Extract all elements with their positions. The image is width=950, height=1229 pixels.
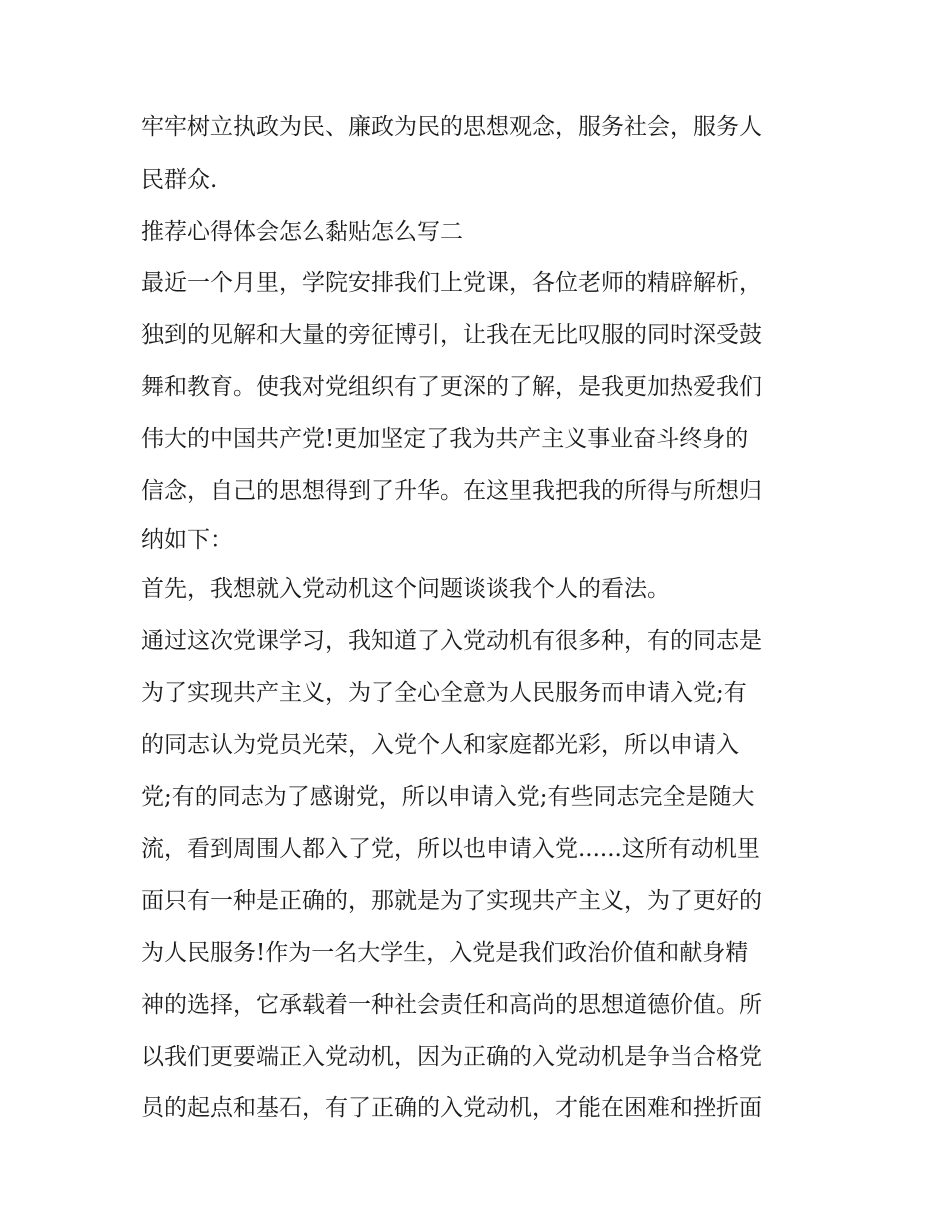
text-line: 党;有的同志为了感谢党，所以申请入党;有些同志完全是随大 xyxy=(141,784,755,810)
text-line: 信念，自己的思想得到了升华。在这里我把我的所得与所想归 xyxy=(141,478,762,504)
text-line: 舞和教育。使我对党组织有了更深的了解，是我更加热爱我们 xyxy=(141,374,762,400)
text-line: 员的起点和基石，有了正确的入党动机，才能在困难和挫折面 xyxy=(141,1095,762,1121)
text-line: 通过这次党课学习，我知道了入党动机有很多种，有的同志是 xyxy=(141,628,762,654)
text-line: 民群众. xyxy=(141,167,218,193)
text-line: 纳如下： xyxy=(141,527,233,553)
text-line: 独到的见解和大量的旁征博引，让我在无比叹服的同时深受鼓 xyxy=(141,322,762,348)
text-line: 牢牢树立执政为民、廉政为民的思想观念，服务社会，服务人 xyxy=(141,114,762,140)
section-heading: 推荐心得体会怎么黏贴怎么写二 xyxy=(141,219,463,245)
text-line: 以我们更要端正入党动机，因为正确的入党动机是争当合格党 xyxy=(141,1044,762,1070)
text-line: 面只有一种是正确的，那就是为了实现共产主义，为了更好的 xyxy=(141,888,762,914)
text-line: 最近一个月里，学院安排我们上党课，各位老师的精辟解析， xyxy=(141,270,762,296)
text-line: 神的选择，它承载着一种社会责任和高尚的思想道德价值。所 xyxy=(141,992,762,1018)
text-line: 为了实现共产主义，为了全心全意为人民服务而申请入党;有 xyxy=(141,680,747,706)
text-line: 首先，我想就入党动机这个问题谈谈我个人的看法。 xyxy=(141,576,670,602)
text-line: 的同志认为党员光荣，入党个人和家庭都光彩，所以申请入 xyxy=(141,732,739,758)
text-line: 伟大的中国共产党!更加坚定了我为共产主义事业奋斗终身的 xyxy=(141,426,749,452)
text-line: 为人民服务!作为一名大学生，入党是我们政治价值和献身精 xyxy=(141,940,749,966)
text-line: 流，看到周围人都入了党，所以也申请入党......这所有动机里 xyxy=(141,836,760,862)
